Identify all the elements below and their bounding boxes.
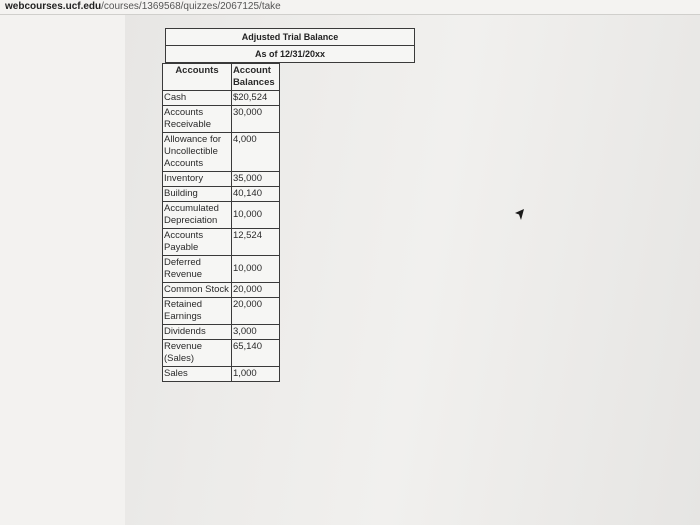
table-row — [163, 367, 280, 382]
account-name: Sales — [163, 367, 232, 382]
account-balance: 3,000 — [231, 325, 279, 340]
table-row — [163, 256, 280, 283]
column-header-balances: Account Balances — [231, 64, 279, 91]
address-bar[interactable] — [0, 0, 700, 15]
account-name: Dividends — [163, 325, 232, 340]
table-row — [163, 283, 280, 298]
table-row — [163, 106, 280, 133]
account-name: Building — [163, 187, 232, 202]
trial-balance-table — [162, 63, 280, 382]
column-header-accounts: Accounts — [163, 64, 232, 91]
table-row — [163, 325, 280, 340]
account-balance: 35,000 — [231, 172, 279, 187]
table-row — [163, 298, 280, 325]
account-name: Accumulated Depreciation — [163, 202, 232, 229]
account-balance: 30,000 — [231, 106, 279, 133]
url-host: webcourses.ucf.edu — [5, 1, 102, 12]
table-header-row — [163, 64, 280, 91]
account-balance: 20,000 — [231, 283, 279, 298]
account-balance: 65,140 — [231, 340, 279, 367]
account-name: Common Stock — [163, 283, 232, 298]
account-name: Inventory — [163, 172, 232, 187]
account-balance: 4,000 — [231, 133, 279, 172]
account-balance: 1,000 — [231, 367, 279, 382]
account-name: Accounts Receivable — [163, 106, 232, 133]
trial-balance-header — [165, 28, 415, 63]
account-name: Retained Earnings — [163, 298, 232, 325]
account-balance: $20,524 — [231, 91, 279, 106]
table-row — [163, 229, 280, 256]
table-row — [163, 187, 280, 202]
table-row — [163, 340, 280, 367]
account-balance: 12,524 — [231, 229, 279, 256]
account-balance: 20,000 — [231, 298, 279, 325]
mouse-pointer-icon — [515, 209, 525, 221]
table-row — [163, 133, 280, 172]
account-balance: 10,000 — [231, 256, 279, 283]
table-subtitle: As of 12/31/20xx — [166, 46, 415, 63]
account-balance: 40,140 — [231, 187, 279, 202]
account-name: Cash — [163, 91, 232, 106]
account-balance: 10,000 — [231, 202, 279, 229]
table-title: Adjusted Trial Balance — [166, 29, 415, 46]
table-row — [163, 91, 280, 106]
table-row — [163, 202, 280, 229]
left-sidebar-pane — [0, 15, 125, 525]
account-name: Accounts Payable — [163, 229, 232, 256]
account-name: Deferred Revenue — [163, 256, 232, 283]
url-path: /courses/1369568/quizzes/2067125/take — [101, 1, 281, 12]
table-row — [163, 172, 280, 187]
account-name: Allowance for Uncollectible Accounts — [163, 133, 232, 172]
account-name: Revenue (Sales) — [163, 340, 232, 367]
url-text[interactable] — [5, 0, 281, 14]
